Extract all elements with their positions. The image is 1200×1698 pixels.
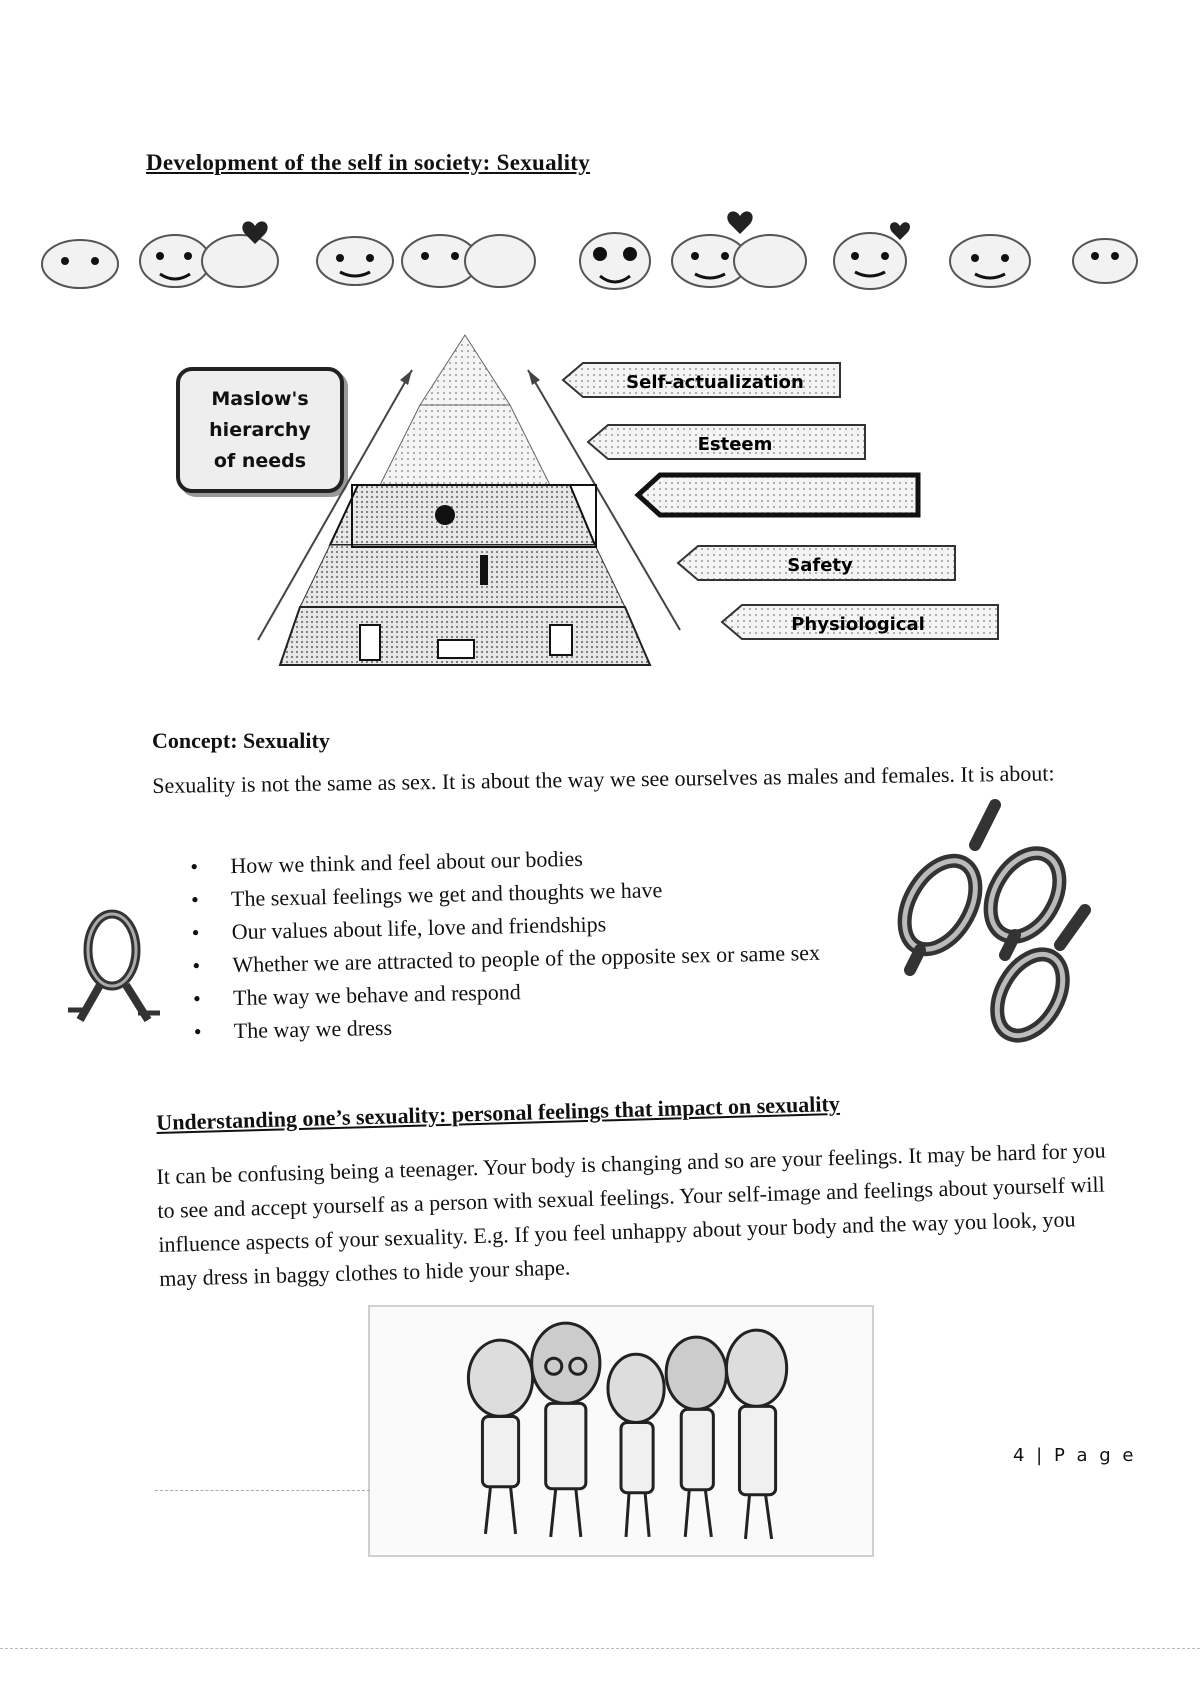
concept-intro: Sexuality is not the same as sex. It is about the way we see ourselves as males and females. It is about: (152, 760, 1055, 798)
emoji-face-icon (42, 240, 118, 288)
level-label-esteem: Esteem (697, 434, 773, 455)
list-item: • The way we behave and respond (193, 967, 914, 1015)
understanding-heading: Understanding one’s sexuality: personal feelings that impact on sexuality (156, 1090, 841, 1135)
page-number: 4 | P a g e (1013, 1445, 1137, 1466)
pyramid-level-self-actualization (420, 335, 510, 405)
gender-symbols-right-image (875, 795, 1115, 1060)
gender-symbols-left-image (60, 895, 165, 1030)
person-icon (435, 505, 455, 525)
list-item: • Our values about life, love and friendships (191, 901, 912, 949)
teenagers-illustration (368, 1305, 874, 1557)
understanding-paragraph: It can be confusing being a teenager. Your body is changing and so are your feelings. It may be hard for you to see and accept yourself as a person with sexual feelings. Your self-image and feelings about yourself will influence aspects of your sexuality. E.g. If you feel unhappy about your body and the way you look, you may dress in baggy clothes to hide your shape. (156, 1137, 1106, 1291)
level-label-physiological: Physiological (791, 614, 925, 635)
list-item: • How we think and feel about our bodies (190, 835, 911, 883)
pyramid-level-esteem (380, 405, 550, 485)
emoji-face-icon (1073, 239, 1137, 283)
emoji-face-icon (834, 233, 906, 289)
level-arrow-self-actualization (563, 363, 840, 397)
level-arrow-safety (678, 546, 955, 580)
concept-heading: Concept: Sexuality (152, 728, 330, 753)
level-label-safety: Safety (787, 555, 853, 576)
maslow-pyramid-diagram (250, 325, 1000, 675)
list-item: • The way we dress (193, 1000, 914, 1048)
level-arrow-physiological (722, 605, 998, 639)
emoji-faces-strip (40, 206, 1140, 306)
maslow-title-line: of needs (213, 449, 307, 472)
emoji-face-icon (202, 235, 278, 287)
level-label-self-actualization: Self-actualization (626, 372, 804, 393)
pyramid-level-love-belonging (330, 485, 595, 545)
list-item: • The sexual feelings we get and thoughts we have (191, 868, 912, 916)
bottom-rule (0, 1648, 1200, 1649)
level-arrow-esteem (588, 425, 865, 459)
pyramid-level-safety (300, 545, 625, 607)
maslow-title-line: hierarchy (209, 418, 311, 441)
emoji-face-icon (734, 235, 806, 287)
maslow-title-line: Maslow's (211, 387, 309, 410)
page-title: Development of the self in society: Sexuality (146, 150, 591, 175)
emoji-face-icon (317, 237, 393, 285)
level-arrow-blank (638, 475, 918, 515)
heart-icon (727, 211, 752, 234)
divider (155, 1490, 370, 1491)
concept-bullet-list (190, 835, 914, 1048)
list-item: • Whether we are attracted to people of the opposite sex or same sex (192, 934, 913, 982)
heart-icon (890, 222, 910, 240)
emoji-face-icon (465, 235, 535, 287)
